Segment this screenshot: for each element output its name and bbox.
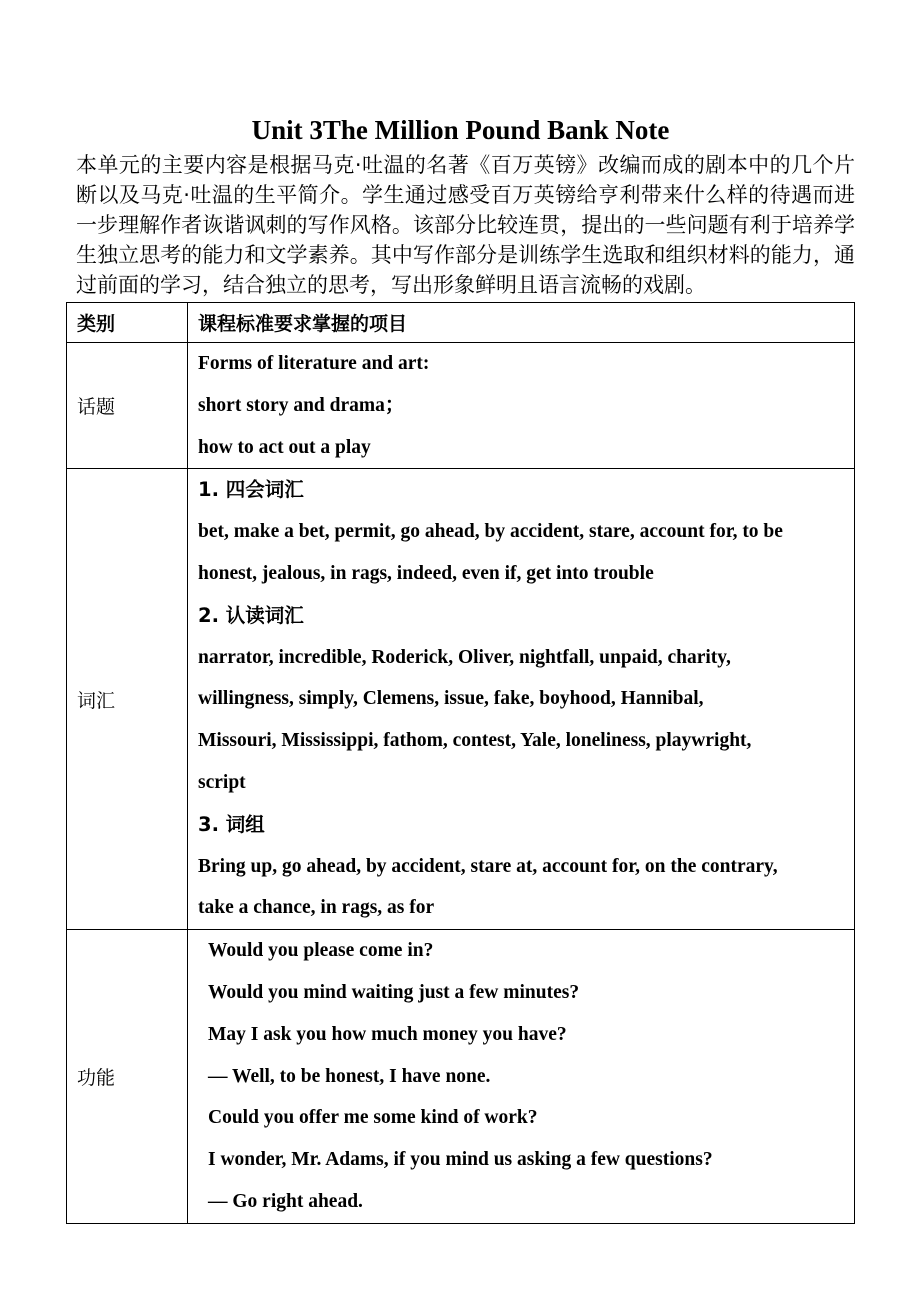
content-line: — Well, to be honest, I have none.: [208, 1065, 491, 1087]
content-line: I wonder, Mr. Adams, if you mind us asking a few questions?: [208, 1149, 713, 1171]
content-line: Could you offer me some kind of work?: [208, 1107, 538, 1129]
content-line: — Go right ahead.: [208, 1190, 363, 1212]
table-header-row: [67, 303, 855, 343]
vocab-content: [188, 469, 855, 930]
document-title: Unit 3The Million Pound Bank Note: [251, 115, 670, 145]
table-row: [67, 343, 855, 469]
content-line: willingness, simply, Clemens, issue, fake, boyhood, Hannibal,: [198, 688, 704, 710]
content-line: Missouri, Mississippi, fathom, contest, Yale, loneliness, playwright,: [198, 730, 752, 752]
content-line: bet, make a bet, permit, go ahead, by accident, stare, account for, to be: [198, 521, 783, 543]
content-line: how to act out a play: [198, 436, 371, 458]
content-line: take a chance, in rags, as for: [198, 897, 435, 919]
content-line: Forms of literature and art:: [198, 353, 430, 374]
row-label-function: 功能: [67, 930, 188, 1224]
curriculum-table: [66, 302, 855, 1224]
function-content: [188, 930, 855, 1224]
section-heading: 2. 认读词汇: [198, 603, 304, 627]
topic-content: [188, 343, 855, 469]
content-line: May I ask you how much money you have?: [208, 1023, 567, 1045]
content-line: honest, jealous, in rags, indeed, even if, get into trouble: [198, 562, 654, 584]
content-line: Would you mind waiting just a few minutes?: [208, 981, 580, 1003]
section-heading: 1. 四会词汇: [198, 478, 304, 502]
row-label-topic: 话题: [67, 343, 188, 469]
header-category: 类别: [67, 303, 188, 343]
content-line: Bring up, go ahead, by accident, stare at, account for, on the contrary,: [198, 855, 778, 877]
header-items: 课程标准要求掌握的项目: [188, 303, 855, 343]
table-row: [67, 930, 855, 1224]
content-line: short story and drama；: [198, 394, 405, 416]
intro-paragraph: 本单元的主要内容是根据马克·吐温的名著《百万英镑》改编而成的剧本中的几个片断以及马克·吐温的生平简介。学生通过感受百万英镑给亨利带来什么样的待遇而进一步理解作者诙谐讽刺的写作风格。该部分比较连贯，提出的一些问题有利于培养学生独立思考的能力和文学素养。其中写作部分是训练学生选取和组织材料的能力，通过前面的学习，结合独立的思考，写出形象鲜明且语言流畅的戏剧。: [76, 153, 855, 297]
table-row: [67, 469, 855, 930]
content-line: narrator, incredible, Roderick, Oliver, nightfall, unpaid, charity,: [198, 646, 731, 668]
section-heading: 3. 词组: [198, 812, 265, 836]
content-line: script: [198, 771, 246, 793]
content-line: Would you please come in?: [208, 940, 434, 962]
row-label-vocab: 词汇: [67, 469, 188, 930]
